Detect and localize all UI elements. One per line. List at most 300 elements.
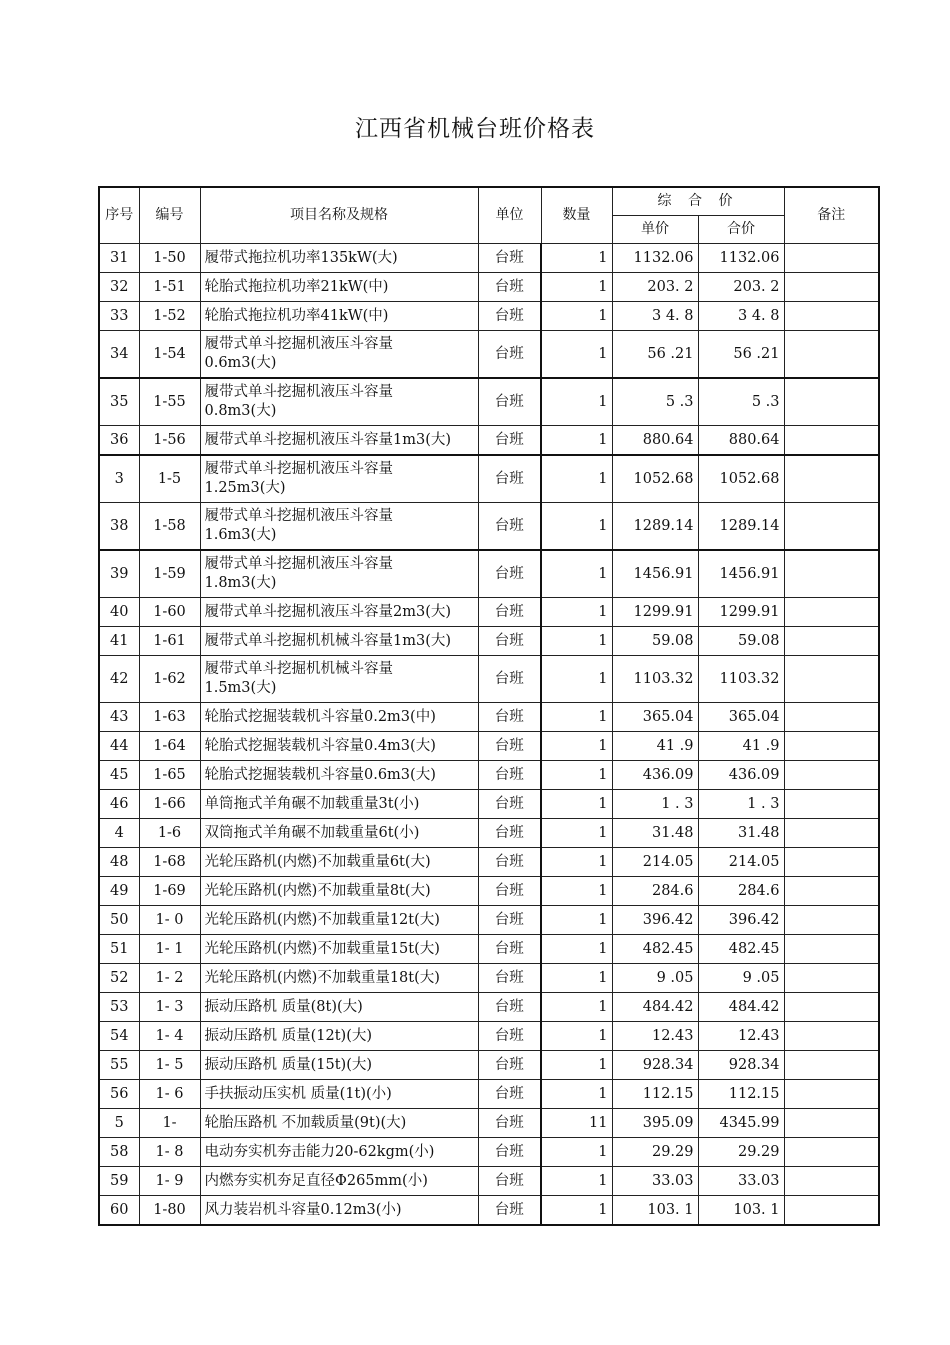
- cell-unit-price: 3 4. 8: [612, 302, 698, 331]
- cell-name: [200, 378, 478, 426]
- cell-unit-price: 365.04: [612, 703, 698, 732]
- cell-seq: 52: [99, 964, 139, 993]
- table-row: [99, 819, 879, 848]
- cell-name: [200, 1196, 478, 1226]
- cell-unit: 台班: [478, 550, 541, 598]
- cell-total-price: 1103.32: [698, 656, 784, 703]
- cell-unit-price: 395.09: [612, 1109, 698, 1138]
- cell-name-line: 轮胎式拖拉机功率41kW(中): [204, 307, 389, 324]
- cell-total-price: 29.29: [698, 1138, 784, 1167]
- cell-code: 1- 8: [139, 1138, 200, 1167]
- cell-total-price: 33.03: [698, 1167, 784, 1196]
- cell-code: 1-61: [139, 627, 200, 656]
- cell-qty: 1: [541, 273, 612, 302]
- cell-note: [784, 1109, 879, 1138]
- table-row: [99, 1138, 879, 1167]
- price-table: [98, 186, 880, 1226]
- cell-note: [784, 244, 879, 273]
- cell-name: [200, 1167, 478, 1196]
- cell-name: [200, 703, 478, 732]
- cell-code: 1-55: [139, 378, 200, 426]
- header-note: 备注: [784, 187, 879, 244]
- cell-name: [200, 819, 478, 848]
- cell-qty: 1: [541, 703, 612, 732]
- table-row: [99, 455, 879, 503]
- cell-name: [200, 331, 478, 379]
- table-row: [99, 732, 879, 761]
- header-seq: 序号: [99, 187, 139, 244]
- cell-name-line: 1.25m3(大): [204, 480, 286, 496]
- cell-unit: 台班: [478, 935, 541, 964]
- cell-code: 1-63: [139, 703, 200, 732]
- cell-unit-price: 1052.68: [612, 455, 698, 503]
- cell-unit: 台班: [478, 1109, 541, 1138]
- cell-name: [200, 1080, 478, 1109]
- cell-note: [784, 550, 879, 598]
- cell-name: [200, 848, 478, 877]
- cell-unit: 台班: [478, 302, 541, 331]
- cell-unit-price: 880.64: [612, 426, 698, 456]
- table-row: [99, 1109, 879, 1138]
- cell-note: [784, 302, 879, 331]
- cell-unit: 台班: [478, 244, 541, 273]
- cell-name-line: 电动夯实机夯击能力20-62kgm(小): [204, 1143, 435, 1160]
- cell-seq: 5: [99, 1109, 139, 1138]
- cell-unit-price: 1456.91: [612, 550, 698, 598]
- cell-unit: 台班: [478, 1080, 541, 1109]
- table-row: [99, 550, 879, 598]
- cell-code: 1-51: [139, 273, 200, 302]
- cell-note: [784, 455, 879, 503]
- cell-name: [200, 302, 478, 331]
- cell-unit-price: 29.29: [612, 1138, 698, 1167]
- cell-code: 1- 1: [139, 935, 200, 964]
- cell-name-line: 手扶振动压实机 质量(1t)(小): [204, 1085, 392, 1102]
- cell-note: [784, 906, 879, 935]
- cell-unit: 台班: [478, 1196, 541, 1226]
- cell-qty: 1: [541, 378, 612, 426]
- cell-name-line: 履带式单斗挖掘机机械斗容量1m3(大): [204, 632, 452, 649]
- cell-name-line: 履带式拖拉机功率135kW(大): [204, 249, 398, 266]
- cell-total-price: 1052.68: [698, 455, 784, 503]
- cell-unit-price: 9 .05: [612, 964, 698, 993]
- table-row: [99, 703, 879, 732]
- cell-qty: 1: [541, 993, 612, 1022]
- cell-seq: 58: [99, 1138, 139, 1167]
- cell-name: [200, 993, 478, 1022]
- cell-qty: 1: [541, 331, 612, 379]
- cell-name: [200, 1109, 478, 1138]
- cell-name-line: 双筒拖式羊角碾不加载重量6t(小): [204, 824, 420, 841]
- cell-code: 1-69: [139, 877, 200, 906]
- cell-name-line: 履带式单斗挖掘机液压斗容量: [204, 461, 393, 477]
- cell-name-line: 单筒拖式羊角碾不加载重量3t(小): [204, 795, 420, 812]
- table-row: [99, 426, 879, 456]
- cell-seq: 41: [99, 627, 139, 656]
- table-header: [99, 187, 879, 244]
- table-row: [99, 656, 879, 703]
- cell-total-price: 436.09: [698, 761, 784, 790]
- cell-unit-price: 1289.14: [612, 503, 698, 551]
- cell-unit: 台班: [478, 761, 541, 790]
- cell-name-line: 履带式单斗挖掘机液压斗容量: [204, 508, 393, 524]
- cell-code: 1-68: [139, 848, 200, 877]
- cell-unit: 台班: [478, 1167, 541, 1196]
- cell-unit: 台班: [478, 819, 541, 848]
- cell-unit: 台班: [478, 1138, 541, 1167]
- cell-note: [784, 1080, 879, 1109]
- cell-total-price: 214.05: [698, 848, 784, 877]
- cell-name: [200, 503, 478, 551]
- cell-qty: 1: [541, 550, 612, 598]
- cell-qty: 1: [541, 1022, 612, 1051]
- cell-total-price: 4345.99: [698, 1109, 784, 1138]
- cell-qty: 1: [541, 935, 612, 964]
- cell-name-line: 风力装岩机斗容量0.12m3(小): [204, 1201, 402, 1218]
- cell-unit: 台班: [478, 1022, 541, 1051]
- cell-note: [784, 935, 879, 964]
- header-unit-price: 单价: [612, 216, 698, 244]
- cell-code: 1-: [139, 1109, 200, 1138]
- table-row: [99, 302, 879, 331]
- cell-name: [200, 1138, 478, 1167]
- cell-qty: 1: [541, 819, 612, 848]
- cell-seq: 45: [99, 761, 139, 790]
- cell-unit-price: 31.48: [612, 819, 698, 848]
- cell-seq: 35: [99, 378, 139, 426]
- cell-name-line: 光轮压路机(内燃)不加载重量8t(大): [204, 882, 431, 899]
- cell-seq: 53: [99, 993, 139, 1022]
- header-qty: 数量: [541, 187, 612, 244]
- cell-note: [784, 877, 879, 906]
- cell-seq: 4: [99, 819, 139, 848]
- cell-seq: 54: [99, 1022, 139, 1051]
- cell-total-price: 3 4. 8: [698, 302, 784, 331]
- cell-seq: 3: [99, 455, 139, 503]
- cell-qty: 1: [541, 1167, 612, 1196]
- cell-unit-price: 103. 1: [612, 1196, 698, 1226]
- header-composite-price: 综 合 价: [612, 187, 784, 216]
- cell-seq: 34: [99, 331, 139, 379]
- cell-note: [784, 993, 879, 1022]
- cell-unit: 台班: [478, 732, 541, 761]
- cell-total-price: 880.64: [698, 426, 784, 456]
- table-body: [99, 244, 879, 1226]
- table-row: [99, 964, 879, 993]
- cell-note: [784, 273, 879, 302]
- cell-qty: 1: [541, 848, 612, 877]
- cell-name-line: 1.6m3(大): [204, 527, 277, 543]
- cell-qty: 1: [541, 302, 612, 331]
- cell-total-price: 484.42: [698, 993, 784, 1022]
- cell-seq: 51: [99, 935, 139, 964]
- cell-seq: 59: [99, 1167, 139, 1196]
- cell-code: 1-58: [139, 503, 200, 551]
- cell-unit: 台班: [478, 906, 541, 935]
- cell-unit-price: 436.09: [612, 761, 698, 790]
- cell-unit-price: 41 .9: [612, 732, 698, 761]
- cell-unit-price: 928.34: [612, 1051, 698, 1080]
- cell-name: [200, 550, 478, 598]
- page-title: 江西省机械台班价格表: [355, 116, 595, 142]
- cell-qty: 1: [541, 906, 612, 935]
- cell-name-line: 轮胎压路机 不加载质量(9t)(大): [204, 1114, 407, 1131]
- cell-unit: 台班: [478, 331, 541, 379]
- cell-name-line: 光轮压路机(内燃)不加载重量12t(大): [204, 911, 440, 928]
- header-unit: 单位: [478, 187, 541, 244]
- table-row: [99, 1196, 879, 1226]
- cell-name-line: 轮胎式挖掘装载机斗容量0.6m3(大): [204, 766, 436, 783]
- cell-name: [200, 627, 478, 656]
- cell-code: 1- 2: [139, 964, 200, 993]
- cell-name-line: 0.8m3(大): [204, 403, 277, 419]
- cell-name-line: 轮胎式挖掘装载机斗容量0.2m3(中): [204, 708, 436, 725]
- cell-seq: 33: [99, 302, 139, 331]
- cell-total-price: 1132.06: [698, 244, 784, 273]
- cell-seq: 60: [99, 1196, 139, 1226]
- table-row: [99, 906, 879, 935]
- cell-qty: 1: [541, 503, 612, 551]
- cell-unit: 台班: [478, 503, 541, 551]
- cell-total-price: 59.08: [698, 627, 784, 656]
- cell-name-line: 履带式单斗挖掘机液压斗容量: [204, 384, 393, 400]
- cell-name: [200, 964, 478, 993]
- cell-qty: 1: [541, 790, 612, 819]
- cell-note: [784, 331, 879, 379]
- cell-total-price: 1299.91: [698, 598, 784, 627]
- cell-code: 1-5: [139, 455, 200, 503]
- cell-name: [200, 906, 478, 935]
- cell-qty: 1: [541, 877, 612, 906]
- cell-code: 1-54: [139, 331, 200, 379]
- cell-seq: 43: [99, 703, 139, 732]
- cell-name-line: 光轮压路机(内燃)不加载重量18t(大): [204, 969, 440, 986]
- cell-unit: 台班: [478, 426, 541, 456]
- header-code: 编号: [139, 187, 200, 244]
- table-row: [99, 598, 879, 627]
- cell-note: [784, 790, 879, 819]
- cell-note: [784, 656, 879, 703]
- cell-note: [784, 1138, 879, 1167]
- cell-name-line: 轮胎式拖拉机功率21kW(中): [204, 278, 389, 295]
- table-row: [99, 331, 879, 379]
- cell-seq: 50: [99, 906, 139, 935]
- cell-name-line: 振动压路机 质量(8t)(大): [204, 998, 363, 1015]
- cell-name-line: 履带式单斗挖掘机机械斗容量: [204, 661, 393, 677]
- cell-note: [784, 1051, 879, 1080]
- header-name: 项目名称及规格: [200, 187, 478, 244]
- cell-note: [784, 1022, 879, 1051]
- cell-qty: 1: [541, 426, 612, 456]
- cell-unit: 台班: [478, 598, 541, 627]
- cell-note: [784, 627, 879, 656]
- table-row: [99, 877, 879, 906]
- cell-total-price: 41 .9: [698, 732, 784, 761]
- table-row: [99, 1080, 879, 1109]
- cell-total-price: 1289.14: [698, 503, 784, 551]
- cell-name-line: 履带式单斗挖掘机液压斗容量2m3(大): [204, 603, 452, 620]
- cell-code: 1-60: [139, 598, 200, 627]
- cell-name-line: 内燃夯实机夯足直径Φ265mm(小): [204, 1172, 428, 1189]
- cell-name: [200, 455, 478, 503]
- cell-note: [784, 598, 879, 627]
- cell-code: 1-52: [139, 302, 200, 331]
- cell-unit: 台班: [478, 964, 541, 993]
- cell-name: [200, 273, 478, 302]
- cell-total-price: 482.45: [698, 935, 784, 964]
- cell-total-price: 1456.91: [698, 550, 784, 598]
- cell-note: [784, 761, 879, 790]
- cell-name: [200, 1051, 478, 1080]
- cell-total-price: 1 . 3: [698, 790, 784, 819]
- cell-name-line: 振动压路机 质量(12t)(大): [204, 1027, 373, 1044]
- table-row: [99, 503, 879, 551]
- cell-name: [200, 761, 478, 790]
- cell-unit-price: 396.42: [612, 906, 698, 935]
- cell-unit-price: 33.03: [612, 1167, 698, 1196]
- cell-name-line: 履带式单斗挖掘机液压斗容量1m3(大): [204, 431, 452, 448]
- cell-name-line: 0.6m3(大): [204, 355, 277, 371]
- table-row: [99, 1051, 879, 1080]
- cell-qty: 1: [541, 656, 612, 703]
- cell-code: 1-56: [139, 426, 200, 456]
- cell-name: [200, 732, 478, 761]
- cell-note: [784, 703, 879, 732]
- cell-total-price: 284.6: [698, 877, 784, 906]
- cell-total-price: 365.04: [698, 703, 784, 732]
- table-row: [99, 993, 879, 1022]
- cell-total-price: 12.43: [698, 1022, 784, 1051]
- cell-unit-price: 59.08: [612, 627, 698, 656]
- cell-unit-price: 1103.32: [612, 656, 698, 703]
- cell-unit-price: 56 .21: [612, 331, 698, 379]
- cell-total-price: 396.42: [698, 906, 784, 935]
- cell-unit-price: 1 . 3: [612, 790, 698, 819]
- cell-note: [784, 426, 879, 456]
- cell-qty: 1: [541, 1138, 612, 1167]
- cell-name-line: 1.5m3(大): [204, 680, 277, 696]
- cell-unit: 台班: [478, 627, 541, 656]
- cell-name: [200, 790, 478, 819]
- table-row: [99, 378, 879, 426]
- cell-seq: 39: [99, 550, 139, 598]
- cell-note: [784, 732, 879, 761]
- cell-seq: 36: [99, 426, 139, 456]
- cell-seq: 32: [99, 273, 139, 302]
- cell-qty: 11: [541, 1109, 612, 1138]
- table-row: [99, 790, 879, 819]
- cell-note: [784, 378, 879, 426]
- cell-name: [200, 656, 478, 703]
- cell-unit: 台班: [478, 877, 541, 906]
- cell-code: 1- 5: [139, 1051, 200, 1080]
- cell-total-price: 112.15: [698, 1080, 784, 1109]
- cell-total-price: 928.34: [698, 1051, 784, 1080]
- cell-code: 1- 9: [139, 1167, 200, 1196]
- cell-seq: 49: [99, 877, 139, 906]
- cell-note: [784, 1196, 879, 1226]
- cell-name-line: 1.8m3(大): [204, 575, 277, 591]
- cell-total-price: 5 .3: [698, 378, 784, 426]
- cell-unit: 台班: [478, 378, 541, 426]
- cell-qty: 1: [541, 732, 612, 761]
- cell-total-price: 31.48: [698, 819, 784, 848]
- cell-code: 1- 4: [139, 1022, 200, 1051]
- cell-unit-price: 482.45: [612, 935, 698, 964]
- cell-note: [784, 1167, 879, 1196]
- cell-name: [200, 244, 478, 273]
- cell-qty: 1: [541, 627, 612, 656]
- cell-code: 1-59: [139, 550, 200, 598]
- cell-code: 1- 0: [139, 906, 200, 935]
- table-row: [99, 1022, 879, 1051]
- cell-unit-price: 112.15: [612, 1080, 698, 1109]
- cell-note: [784, 964, 879, 993]
- cell-unit: 台班: [478, 455, 541, 503]
- cell-seq: 48: [99, 848, 139, 877]
- cell-seq: 46: [99, 790, 139, 819]
- cell-name-line: 光轮压路机(内燃)不加载重量15t(大): [204, 940, 440, 957]
- cell-name: [200, 598, 478, 627]
- table-row: [99, 935, 879, 964]
- cell-name: [200, 877, 478, 906]
- cell-qty: 1: [541, 1196, 612, 1226]
- cell-unit: 台班: [478, 656, 541, 703]
- cell-seq: 31: [99, 244, 139, 273]
- cell-note: [784, 848, 879, 877]
- cell-unit-price: 1299.91: [612, 598, 698, 627]
- cell-unit-price: 214.05: [612, 848, 698, 877]
- cell-unit-price: 484.42: [612, 993, 698, 1022]
- cell-code: 1-64: [139, 732, 200, 761]
- cell-name: [200, 1022, 478, 1051]
- cell-note: [784, 819, 879, 848]
- cell-name-line: 光轮压路机(内燃)不加载重量6t(大): [204, 853, 431, 870]
- cell-unit-price: 203. 2: [612, 273, 698, 302]
- table-row: [99, 1167, 879, 1196]
- cell-name-line: 轮胎式挖掘装载机斗容量0.4m3(大): [204, 737, 436, 754]
- cell-qty: 1: [541, 1051, 612, 1080]
- cell-qty: 1: [541, 964, 612, 993]
- cell-total-price: 203. 2: [698, 273, 784, 302]
- cell-unit-price: 12.43: [612, 1022, 698, 1051]
- table-row: [99, 244, 879, 273]
- cell-unit-price: 1132.06: [612, 244, 698, 273]
- cell-name-line: 履带式单斗挖掘机液压斗容量: [204, 556, 393, 572]
- cell-code: 1- 6: [139, 1080, 200, 1109]
- cell-name: [200, 426, 478, 456]
- cell-unit: 台班: [478, 993, 541, 1022]
- cell-seq: 56: [99, 1080, 139, 1109]
- cell-code: 1-6: [139, 819, 200, 848]
- cell-seq: 44: [99, 732, 139, 761]
- cell-qty: 1: [541, 1080, 612, 1109]
- cell-unit: 台班: [478, 1051, 541, 1080]
- cell-qty: 1: [541, 598, 612, 627]
- header-total-price: 合价: [698, 216, 784, 244]
- cell-code: 1-80: [139, 1196, 200, 1226]
- cell-total-price: 56 .21: [698, 331, 784, 379]
- table-row: [99, 848, 879, 877]
- cell-code: 1-62: [139, 656, 200, 703]
- cell-total-price: 9 .05: [698, 964, 784, 993]
- cell-name: [200, 935, 478, 964]
- cell-code: 1-50: [139, 244, 200, 273]
- cell-name-line: 振动压路机 质量(15t)(大): [204, 1056, 373, 1073]
- table-row: [99, 627, 879, 656]
- cell-qty: 1: [541, 244, 612, 273]
- table-row: [99, 761, 879, 790]
